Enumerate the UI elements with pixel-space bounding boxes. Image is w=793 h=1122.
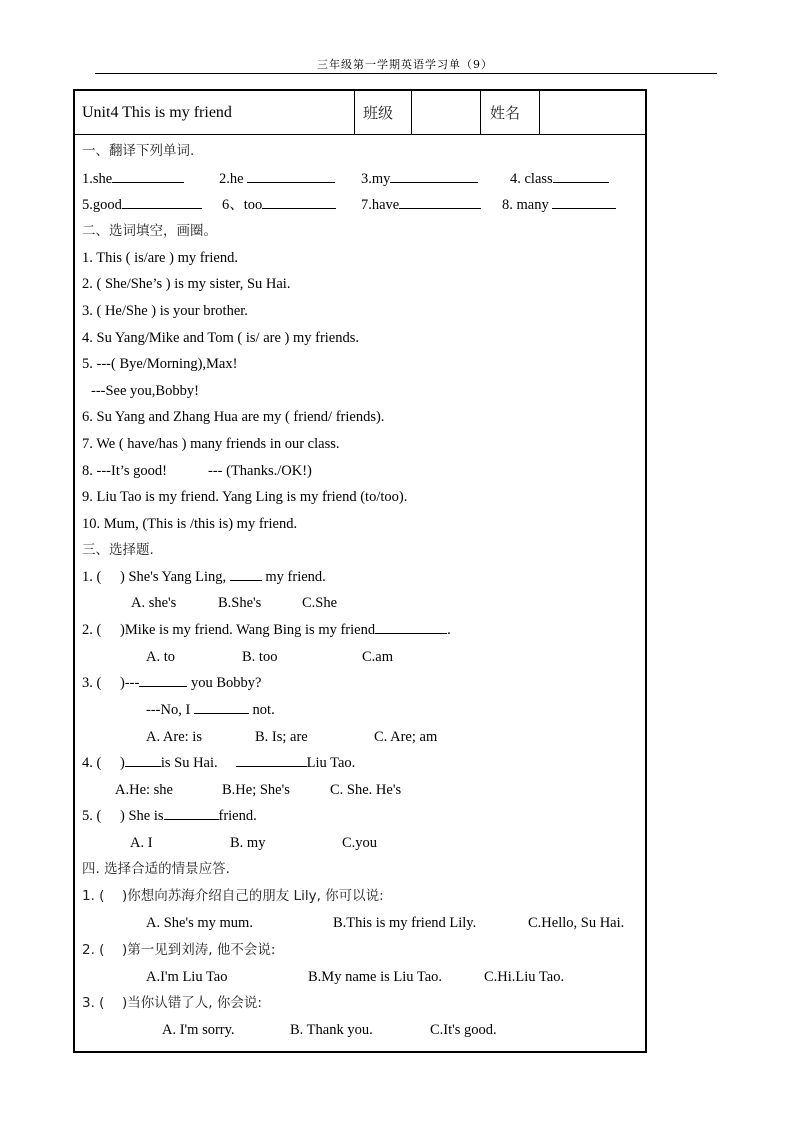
mc-options-2 — [82, 644, 402, 670]
fill-item: 6. Su Yang and Zhang Hua are my ( friend/ friends). — [82, 409, 385, 425]
mc-question-1 — [82, 564, 326, 590]
section1-title: 一、翻译下列单词. — [82, 143, 195, 159]
answer-blank[interactable] — [236, 752, 307, 767]
section3-title: 三、选择题. — [82, 542, 154, 558]
situation-options-3 — [82, 1017, 642, 1043]
answer-blank[interactable] — [262, 194, 336, 209]
unit-title: Unit4 This is my friend — [82, 103, 232, 121]
answer-blank[interactable] — [247, 168, 335, 183]
option-c[interactable]: C.She — [302, 595, 338, 611]
mc-question-3-line2 — [146, 697, 275, 723]
fill-item-reply: --- (Thanks./OK!) — [208, 463, 312, 479]
vocab-item: 1.she — [82, 171, 113, 187]
option-b[interactable]: B. Thank you. — [290, 1022, 373, 1038]
question-number: 5. ( — [82, 808, 102, 824]
fill-item: 10. Mum, (This is /this is) my friend. — [82, 516, 298, 532]
answer-blank[interactable] — [125, 752, 161, 767]
option-b[interactable]: B. too — [242, 649, 278, 665]
question-number: 2. ( — [82, 942, 105, 958]
vocab-item: 7.have — [361, 197, 400, 213]
question-text: ) She is — [120, 808, 164, 824]
vocab-row-1 — [82, 166, 642, 192]
question-text: ---No, I — [146, 702, 194, 718]
mc-question-4 — [82, 750, 355, 776]
vocab-item: 3.my — [361, 171, 391, 187]
fill-item-reply: ---See you,Bobby! — [91, 383, 199, 399]
question-text: my friend. — [261, 569, 326, 585]
question-number: 4. ( — [82, 755, 102, 771]
name-field[interactable] — [539, 91, 645, 134]
question-text: is Su Hai. — [160, 755, 218, 771]
option-c[interactable]: C. She. He's — [330, 782, 402, 798]
question-text: ) She's Yang Ling, — [120, 569, 227, 585]
name-label: 姓名 — [480, 91, 539, 134]
question-number: 3. ( — [82, 675, 102, 691]
option-c[interactable]: C.you — [342, 835, 378, 851]
option-a[interactable]: A.He: she — [115, 782, 173, 798]
question-text: you Bobby? — [187, 675, 262, 691]
question-text: . — [447, 622, 451, 638]
class-label: 班级 — [354, 91, 411, 134]
vocab-item: 4. class — [510, 171, 553, 187]
situation-question-2 — [82, 937, 275, 963]
situation-question-1 — [82, 883, 384, 909]
option-c[interactable]: C.It's good. — [430, 1022, 497, 1038]
option-a[interactable]: A. to — [146, 649, 175, 665]
answer-blank[interactable] — [122, 194, 202, 209]
mc-question-2 — [82, 617, 451, 643]
question-number: 2. ( — [82, 622, 102, 638]
vocab-item: 2.he — [219, 171, 248, 187]
option-b[interactable]: B.She's — [218, 595, 262, 611]
mc-options-5 — [82, 830, 402, 856]
question-text: not. — [248, 702, 275, 718]
vocab-item: 6、too — [222, 197, 263, 213]
answer-blank[interactable] — [375, 619, 447, 634]
option-a[interactable]: A. I — [130, 835, 153, 851]
fill-item: 9. Liu Tao is my friend. Yang Ling is my friend (to/too). — [82, 489, 408, 505]
option-c[interactable]: C. Are; am — [374, 729, 438, 745]
question-text: friend. — [218, 808, 257, 824]
fill-item: 4. Su Yang/Mike and Tom ( is/ are ) my friends. — [82, 330, 360, 346]
option-a[interactable]: A. She's my mum. — [146, 915, 253, 931]
answer-blank[interactable] — [552, 194, 616, 209]
question-text: )第一见到刘涛, 他不会说: — [122, 942, 276, 958]
fill-item-prompt: 8. ---It’s good! — [82, 463, 167, 479]
fill-item: 5. ---( Bye/Morning),Max! — [82, 356, 238, 372]
fill-item: 3. ( He/She ) is your brother. — [82, 303, 248, 319]
answer-blank[interactable] — [553, 168, 609, 183]
option-b[interactable]: B. Is; are — [255, 729, 308, 745]
answer-blank[interactable] — [390, 168, 478, 183]
question-text: )Mike is my friend. Wang Bing is my friend — [120, 622, 376, 638]
situation-options-2 — [82, 964, 642, 990]
option-b[interactable]: B. my — [230, 835, 266, 851]
question-text: Liu Tao. — [306, 755, 356, 771]
worksheet-table — [73, 89, 647, 1053]
mc-options-4 — [82, 777, 422, 803]
fill-item: 7. We ( have/has ) many friends in our class. — [82, 436, 340, 452]
mc-options-3 — [82, 724, 462, 750]
option-a[interactable]: A. I'm sorry. — [162, 1022, 235, 1038]
fill-item — [82, 458, 382, 484]
answer-blank[interactable] — [194, 699, 249, 714]
option-b[interactable]: B.He; She's — [222, 782, 290, 798]
page-header: 三年级第一学期英语学习单（9） — [317, 58, 493, 71]
question-text: )--- — [120, 675, 140, 691]
mc-options-1 — [82, 590, 382, 616]
answer-blank[interactable] — [164, 805, 219, 820]
question-text: )当你认错了人, 你会说: — [122, 995, 262, 1011]
question-text: ) — [120, 755, 125, 771]
header-row — [75, 91, 645, 135]
mc-question-3 — [82, 670, 261, 696]
option-b[interactable]: B.My name is Liu Tao. — [308, 969, 443, 985]
option-a[interactable]: A.I'm Liu Tao — [146, 969, 228, 985]
vocab-row-2 — [82, 192, 642, 218]
question-number: 1. ( — [82, 888, 105, 904]
answer-blank[interactable] — [112, 168, 184, 183]
question-number: 3. ( — [82, 995, 105, 1011]
class-field[interactable] — [411, 91, 480, 134]
option-c[interactable]: C.am — [362, 649, 394, 665]
header-rule — [95, 73, 717, 74]
fill-item: 2. ( She/She’s ) is my sister, Su Hai. — [82, 276, 291, 292]
vocab-item: 5.good — [82, 197, 122, 213]
option-a[interactable]: A. Are: is — [146, 729, 202, 745]
fill-item: 1. This ( is/are ) my friend. — [82, 250, 238, 266]
mc-question-5 — [82, 803, 257, 829]
option-c[interactable]: C.Hello, Su Hai. — [528, 915, 625, 931]
vocab-item: 8. many — [502, 197, 553, 213]
question-text: )你想向苏海介绍自己的朋友 Lily, 你可以说: — [122, 888, 384, 904]
option-a[interactable]: A. she's — [131, 595, 177, 611]
section4-title: 四. 选择合适的情景应答. — [82, 861, 230, 877]
answer-blank[interactable] — [139, 672, 187, 687]
section2-title: 二、选词填空，画圈。 — [82, 223, 217, 239]
question-number: 1. ( — [82, 569, 102, 585]
answer-blank[interactable] — [399, 194, 481, 209]
answer-blank[interactable] — [230, 566, 262, 581]
situation-question-3 — [82, 990, 262, 1016]
option-b[interactable]: B.This is my friend Lily. — [333, 915, 477, 931]
situation-options-1 — [82, 910, 642, 936]
option-c[interactable]: C.Hi.Liu Tao. — [484, 969, 565, 985]
